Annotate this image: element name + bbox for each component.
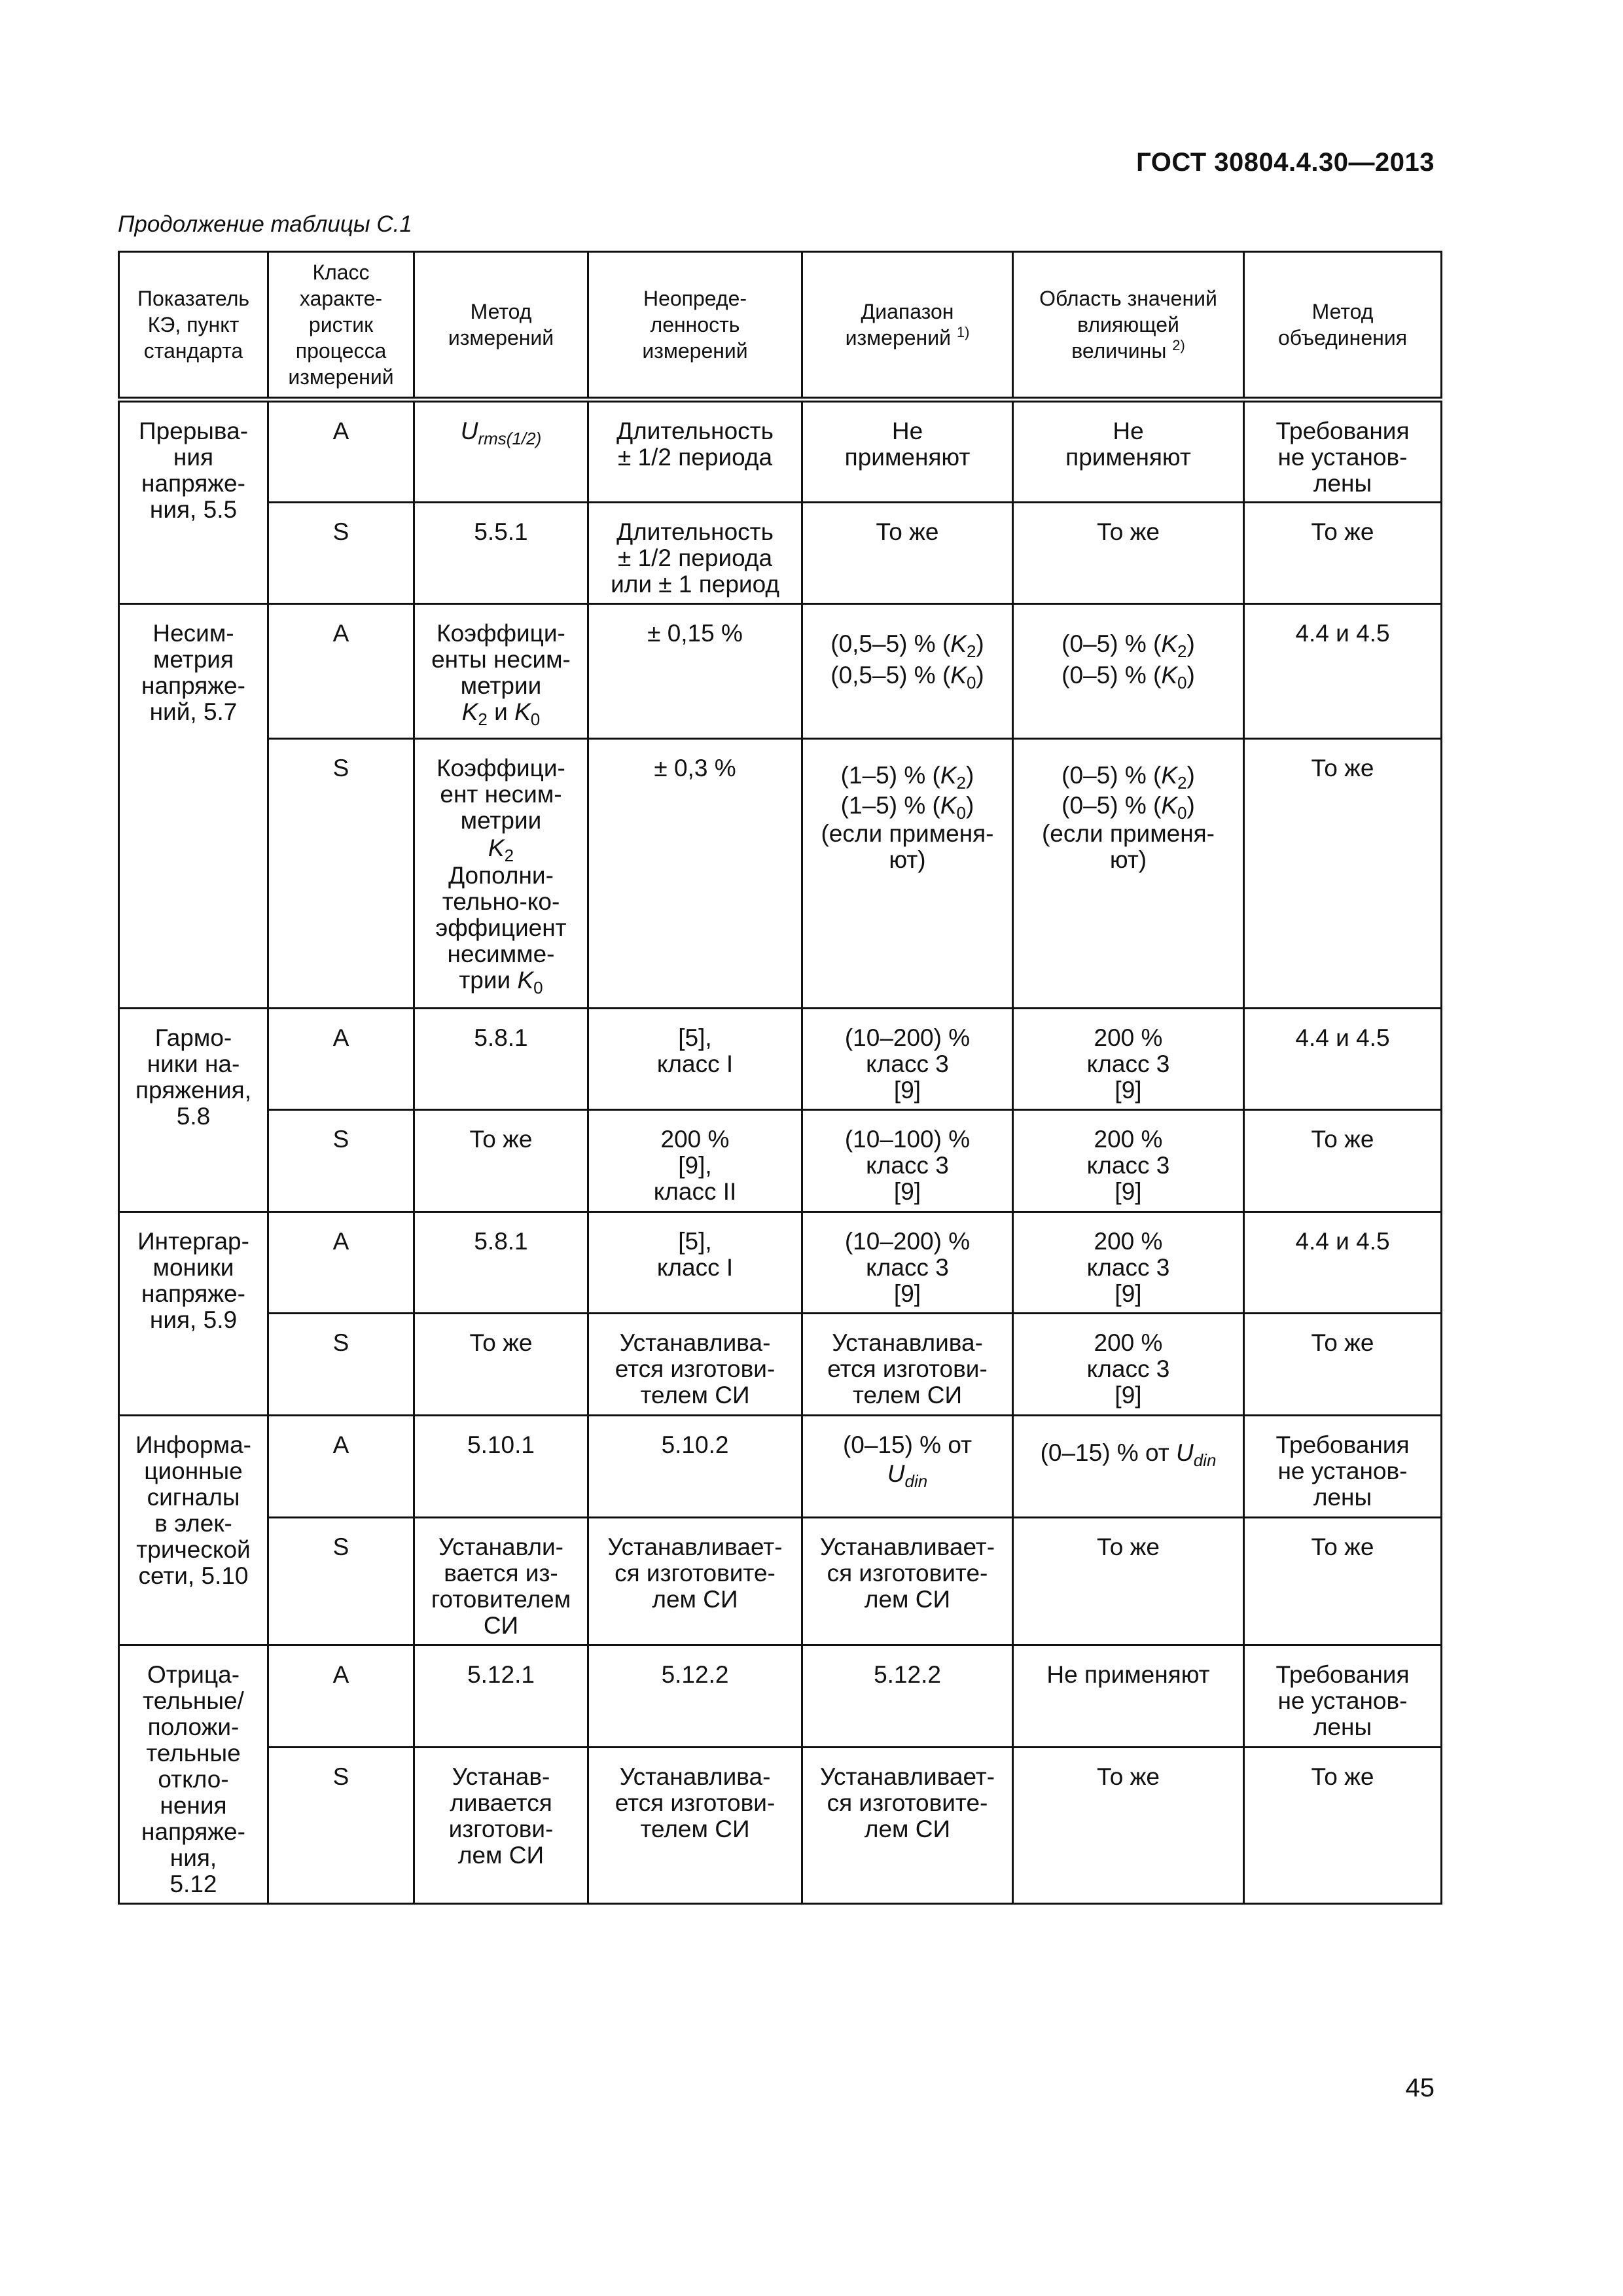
influence-cell: 200 % класс 3 [9] — [1013, 1008, 1244, 1110]
aggregation-cell: То же — [1244, 1517, 1442, 1645]
aggregation-cell: Требования не установ- лены — [1244, 399, 1442, 502]
class-cell: S — [268, 502, 414, 604]
range-cell: Устанавливает- ся изготовите- лем СИ — [802, 1517, 1013, 1645]
table-row — [119, 1415, 1442, 1517]
table-continuation-label: Продолжение таблицы С.1 — [118, 211, 412, 237]
range-cell: (0,5–5) % $(K_2)$ (0,5–5) % $(K_0)$ — [802, 604, 1013, 739]
class-cell: A — [268, 1645, 414, 1748]
aggregation-cell: То же — [1244, 738, 1442, 1008]
param-cell: Несим- метрия напряже- ний, 5.7 — [119, 604, 268, 1008]
influence-cell: 200 % класс 3 [9] — [1013, 1211, 1244, 1314]
header-aggregation: Метод объединения — [1244, 252, 1442, 400]
uncertainty-cell: Устанавливает- ся изготовите- лем СИ — [588, 1517, 802, 1645]
uncertainty-cell: Длительность ± 1/2 периода или ± 1 период — [588, 502, 802, 604]
param-cell: Интергар- моники напряже- ния, 5.9 — [119, 1211, 268, 1415]
param-cell: Прерыва- ния напряже- ния, 5.5 — [119, 399, 268, 603]
class-cell: A — [268, 1008, 414, 1110]
table-row — [119, 1645, 1442, 1748]
method-cell: Коэффици- ент несим- метрии $K_2$ Дополни- тельно-ко- эффициент несимме- трии $K_0$ — [414, 738, 588, 1008]
influence-cell: Не применяют — [1013, 399, 1244, 502]
document-code: ГОСТ 30804.4.30—2013 — [1136, 148, 1435, 177]
influence-cell: То же — [1013, 1748, 1244, 1904]
uncertainty-cell: [5], класс I — [588, 1008, 802, 1110]
uncertainty-cell: Устанавлива- ется изготови- телем СИ — [588, 1748, 802, 1904]
aggregation-cell: То же — [1244, 1314, 1442, 1416]
aggregation-cell: То же — [1244, 1748, 1442, 1904]
class-cell: S — [268, 1517, 414, 1645]
range-cell: (0–15) % от $U_{din}$ — [802, 1415, 1013, 1517]
header-uncertainty: Неопреде- ленность измерений — [588, 252, 802, 400]
method-cell: 5.5.1 — [414, 502, 588, 604]
method-cell: Коэффици- енты несим- метрии $K_2$ и $K_0$ — [414, 604, 588, 739]
table-row — [119, 1748, 1442, 1904]
header-class: Класс характе- ристик процесса измерений — [268, 252, 414, 400]
class-cell: S — [268, 1748, 414, 1904]
param-cell: Отрица- тельные/ положи- тельные откло- нения напряже- ния, 5.12 — [119, 1645, 268, 1904]
method-cell: 5.8.1 — [414, 1211, 588, 1314]
table-row — [119, 604, 1442, 739]
class-cell: A — [268, 1211, 414, 1314]
range-cell: (10–100) % класс 3 [9] — [802, 1110, 1013, 1212]
method-cell: То же — [414, 1314, 588, 1416]
table-row — [119, 502, 1442, 604]
range-cell: (10–200) % класс 3 [9] — [802, 1008, 1013, 1110]
influence-cell: Не применяют — [1013, 1645, 1244, 1748]
influence-cell: 200 % класс 3 [9] — [1013, 1314, 1244, 1416]
range-cell: Устанавлива- ется изготови- телем СИ — [802, 1314, 1013, 1416]
class-cell: S — [268, 1110, 414, 1212]
influence-cell: (0–5) % $(K_2)$ (0–5) % $(K_0)$ (если применя- ют) — [1013, 738, 1244, 1008]
page-number: 45 — [1405, 2073, 1435, 2102]
aggregation-cell: Требования не установ- лены — [1244, 1415, 1442, 1517]
method-cell: 5.12.1 — [414, 1645, 588, 1748]
aggregation-cell: То же — [1244, 1110, 1442, 1212]
range-cell: (1–5) % $(K_2)$ (1–5) % $(K_0)$ (если применя- ют) — [802, 738, 1013, 1008]
method-cell: То же — [414, 1110, 588, 1212]
footnote-ref-2: 2) — [1172, 336, 1185, 353]
uncertainty-cell: Длительность ± 1/2 периода — [588, 399, 802, 502]
class-cell: S — [268, 738, 414, 1008]
method-cell: Устанавли- вается из- готовителем СИ — [414, 1517, 588, 1645]
header-range: Диапазон измерений $^{1)}$ — [802, 252, 1013, 400]
table-c1 — [118, 251, 1442, 1905]
method-cell: 5.8.1 — [414, 1008, 588, 1110]
header-param: Показатель КЭ, пункт стандарта — [119, 252, 268, 400]
uncertainty-cell: 200 % [9], класс II — [588, 1110, 802, 1212]
aggregation-cell: 4.4 и 4.5 — [1244, 1008, 1442, 1110]
range-cell: Устанавливает- ся изготовите- лем СИ — [802, 1748, 1013, 1904]
range-cell: То же — [802, 502, 1013, 604]
method-cell: 5.10.1 — [414, 1415, 588, 1517]
class-cell: A — [268, 604, 414, 739]
range-cell: 5.12.2 — [802, 1645, 1013, 1748]
table-row — [119, 1517, 1442, 1645]
uncertainty-cell: 5.12.2 — [588, 1645, 802, 1748]
table-row — [119, 1211, 1442, 1314]
uncertainty-cell: ± 0,15 % — [588, 604, 802, 739]
method-cell: Устанав- ливается изготови- лем СИ — [414, 1748, 588, 1904]
aggregation-cell: Требования не установ- лены — [1244, 1645, 1442, 1748]
param-cell: Информа- ционные сигналы в элек- трической сети, 5.10 — [119, 1415, 268, 1645]
uncertainty-cell: ± 0,3 % — [588, 738, 802, 1008]
influence-cell: (0–15) % от $U_{din}$ — [1013, 1415, 1244, 1517]
table-row — [119, 1110, 1442, 1212]
influence-cell: То же — [1013, 502, 1244, 604]
influence-cell: 200 % класс 3 [9] — [1013, 1110, 1244, 1212]
table-row — [119, 738, 1442, 1008]
uncertainty-cell: Устанавлива- ется изготови- телем СИ — [588, 1314, 802, 1416]
class-cell: A — [268, 1415, 414, 1517]
uncertainty-cell: 5.10.2 — [588, 1415, 802, 1517]
param-cell: Гармо- ники на- пряжения, 5.8 — [119, 1008, 268, 1211]
influence-cell: (0–5) % $(K_2)$ (0–5) % $(K_0)$ — [1013, 604, 1244, 739]
table-row — [119, 399, 1442, 502]
aggregation-cell: 4.4 и 4.5 — [1244, 1211, 1442, 1314]
table-row — [119, 1314, 1442, 1416]
table-row — [119, 1008, 1442, 1110]
table-header-row — [119, 252, 1442, 400]
method-cell: $U_{rms(1/2)}$ — [414, 399, 588, 502]
range-cell: (10–200) % класс 3 [9] — [802, 1211, 1013, 1314]
aggregation-cell: То же — [1244, 502, 1442, 604]
footnote-ref-1: 1) — [956, 323, 970, 340]
range-cell: Не применяют — [802, 399, 1013, 502]
class-cell: S — [268, 1314, 414, 1416]
header-method: Метод измерений — [414, 252, 588, 400]
header-influence: Область значений влияющей величины $^{2)}$ — [1013, 252, 1244, 400]
influence-cell: То же — [1013, 1517, 1244, 1645]
aggregation-cell: 4.4 и 4.5 — [1244, 604, 1442, 739]
uncertainty-cell: [5], класс I — [588, 1211, 802, 1314]
class-cell: A — [268, 399, 414, 502]
